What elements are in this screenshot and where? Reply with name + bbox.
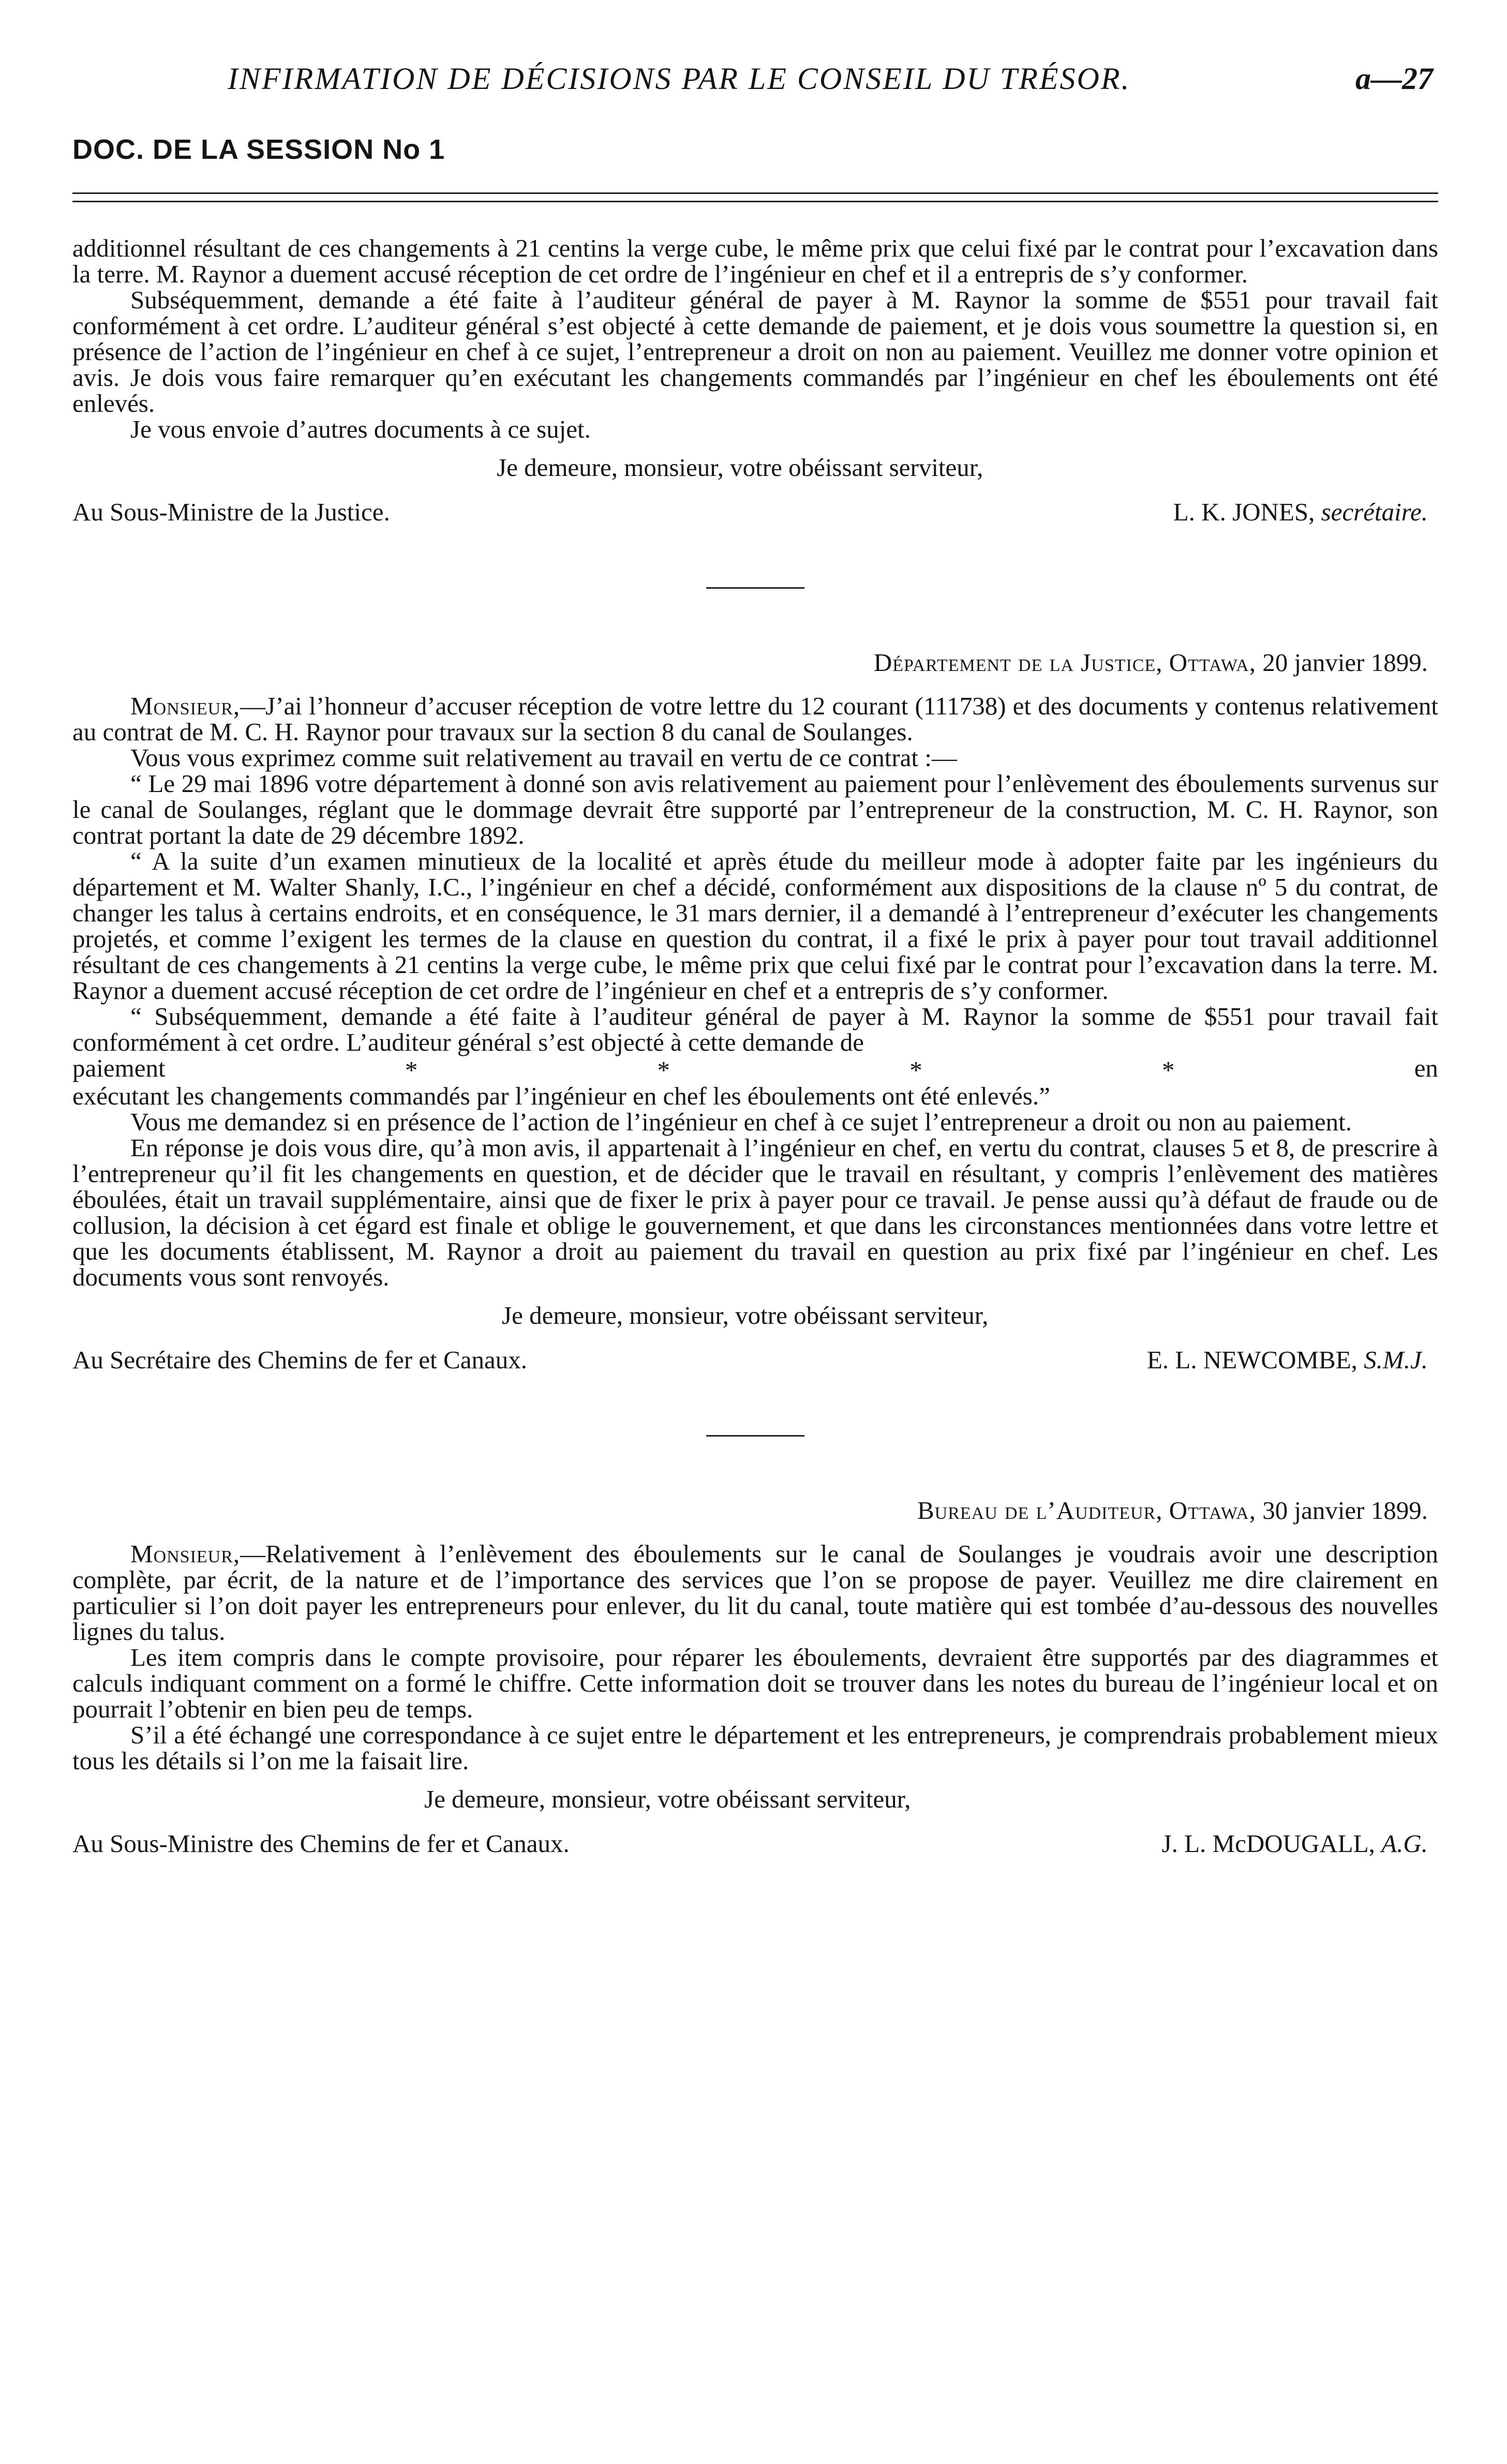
section-divider <box>706 587 804 589</box>
signer-name: J. L. McDOUGALL, <box>1161 1829 1375 1858</box>
closing-formula: Je demeure, monsieur, votre obéissant serviteur, <box>424 1785 911 1813</box>
dateline-org: Département de la Justice, <box>873 648 1163 677</box>
signature <box>1162 1831 1428 1857</box>
addressee: Au Secrétaire des Chemins de fer et Canaux. <box>72 1346 527 1374</box>
address-signature-row <box>72 1831 1438 1857</box>
paragraph: Monsieur,—Relativement à l’enlèvement des éboulements sur le canal de Soulanges je voudrais avoir une description complète, par écrit, de la nature et de l’importance des services que l’on se propose de payer. Veuillez me dire clairement en particulier si l’on doit payer les entrepreneurs pour enlever, du lit du canal, toute matière qui est tombée d’au-dessous des nouvelles lignes du talus. <box>72 1540 1438 1646</box>
address-signature-row <box>72 499 1438 525</box>
dateline <box>72 650 1438 676</box>
document-body <box>72 235 1438 1857</box>
session-label: DOC. DE LA SESSION No 1 <box>72 134 445 165</box>
signer-title: secrétaire. <box>1321 498 1428 526</box>
signer-name: L. K. JONES, <box>1173 498 1315 526</box>
salutation: Monsieur, <box>130 692 241 720</box>
dateline-date: 20 janvier 1899. <box>1262 648 1428 677</box>
page-number: a—27 <box>1355 62 1433 96</box>
running-title: INFIRMATION DE DÉCISIONS PAR LE CONSEIL DU TRÉSOR. <box>228 62 1131 96</box>
paragraph: “ Subséquemment, demande a été faite à l’auditeur général de payer à M. Raynor la somme de $551 pour travail fait conformément à cet ordre. L’auditeur général s’est objecté à cette demande de <box>72 1002 1438 1056</box>
dateline-date: 30 janvier 1899. <box>1262 1496 1428 1525</box>
paragraph: “ A la suite d’un examen minutieux de la localité et après étude du meilleur mode à adopter faite par les ingénieurs du département et M. Walter Shanly, I.C., l’ingénieur en chef a décidé, conformément aux dispositions de la clause nº 5 du contrat, de changer les talus à certains endroits, et en conséquence, le 31 mars dernier, il a demandé à l’entrepreneur d’exécuter les changements projetés, et comme l’exigent les termes de la clause en question du contrat, il a fixé le prix à payer pour tout travail additionnel résultant de ces changements à 21 centins la verge cube, le même prix que celui fixé par le contrat pour l’excavation dans la terre. M. Raynor a duement accusé réception de cet ordre de l’ingénieur en chef et a entrepris de s’y conformer. <box>72 847 1438 1005</box>
elision-line: paiement * * * * en <box>72 1054 1438 1084</box>
page-header <box>78 61 1433 108</box>
letter-newcombe <box>72 650 1438 1373</box>
address-signature-row <box>72 1347 1438 1373</box>
dateline-org: Bureau de l’Auditeur, <box>917 1496 1163 1525</box>
paragraph: exécutant les changements commandés par l’ingénieur en chef les éboulements ont été enlevés.” <box>72 1082 1050 1110</box>
signer-name: E. L. NEWCOMBE, <box>1146 1346 1357 1374</box>
addressee: Au Sous-Ministre des Chemins de fer et Canaux. <box>72 1829 570 1858</box>
paragraph: Subséquemment, demande a été faite à l’auditeur général de payer à M. Raynor la somme de $551 pour travail fait conformément à cet ordre. L’auditeur général s’est objecté à cette demande de paiement, et je dois vous soumettre la question si, en présence de l’action de l’ingénieur en chef à ce sujet, l’entrepreneur a droit on non au paiement. Veuillez me donner votre opinion et avis. Je dois vous faire remarquer qu’en exécutant les changements commandés par l’ingénieur en chef les éboulements ont été enlevés. <box>72 286 1438 417</box>
section-divider <box>706 1435 804 1437</box>
salutation: Monsieur, <box>130 1540 241 1568</box>
paragraph: Je vous envoie d’autres documents à ce sujet. <box>130 415 591 443</box>
paragraph: additionnel résultant de ces changements à 21 centins la verge cube, le même prix que celui fixé par le contrat pour l’excavation dans la terre. M. Raynor a duement accusé réception de cet ordre de l’ingénieur en chef et il a entrepris de s’y conformer. <box>72 234 1438 288</box>
paragraph: “ Le 29 mai 1896 votre département à donné son avis relativement au paiement pour l’enlèvement des éboulements survenus sur le canal de Soulanges, réglant que le dommage devrait être supporté par l’entrepreneur de la construction, M. C. H. Raynor, son contrat portant la date de 29 décembre 1892. <box>72 769 1438 849</box>
signer-title: S.M.J. <box>1364 1346 1428 1374</box>
closing-formula: Je demeure, monsieur, votre obéissant serviteur, <box>497 453 983 482</box>
signature <box>1147 1347 1428 1373</box>
paragraph: Vous me demandez si en présence de l’action de l’ingénieur en chef à ce sujet l’entrepreneur a droit ou non au paiement. <box>130 1108 1352 1136</box>
signer-title: A.G. <box>1381 1829 1428 1858</box>
addressee: Au Sous-Ministre de la Justice. <box>72 498 390 526</box>
paragraph: En réponse je dois vous dire, qu’à mon avis, il appartenait à l’ingénieur en chef, en vertu du contrat, clauses 5 et 8, de prescrire à l’entrepreneur qu’il fit les changements en question, et de décider que le travail en résultant, y compris l’enlèvement des matières éboulées, était un travail supplémentaire, ainsi que de fixer le prix à payer pour ce travail. Je pense aussi qu’à défaut de fraude ou de collusion, la décision à cet égard est finale et oblige le gouvernement, et que dans les circonstances mentionnées dans votre lettre et que les documents établissent, M. Raynor a droit au paiement du travail en question au prix fixé par l’ingénieur en chef. Les documents vous sont renvoyés. <box>72 1133 1438 1291</box>
paragraph: Les item compris dans le compte provisoire, pour réparer les éboulements, devraient être supportés par des diagrammes et calculs indiquant comment on a formé le chiffre. Cette information doit se trouver dans les notes du bureau de l’ingénieur local et on pourrait l’obtenir en bien peu de temps. <box>72 1643 1438 1723</box>
paragraph: Monsieur,—J’ai l’honneur d’accuser réception de votre lettre du 12 courant (111738) et des documents y contenus relativement au contrat de M. C. H. Raynor pour travaux sur la section 8 du canal de Soulanges. <box>72 692 1438 746</box>
letter-mcdougall <box>72 1498 1438 1857</box>
letter-jones <box>72 235 1438 525</box>
signature <box>1173 499 1428 525</box>
dateline <box>72 1498 1438 1524</box>
paragraph: Vous vous exprimez comme suit relativement au travail en vertu de ce contrat :— <box>130 743 957 772</box>
paragraph: S’il a été échangé une correspondance à ce sujet entre le département et les entrepreneurs, je comprendrais probablement mieux tous les détails si l’on me la faisait lire. <box>72 1721 1438 1775</box>
dateline-place: Ottawa, <box>1169 1496 1256 1525</box>
dateline-place: Ottawa, <box>1169 648 1256 677</box>
header-rule <box>72 192 1438 202</box>
closing-formula: Je demeure, monsieur, votre obéissant serviteur, <box>502 1301 989 1330</box>
